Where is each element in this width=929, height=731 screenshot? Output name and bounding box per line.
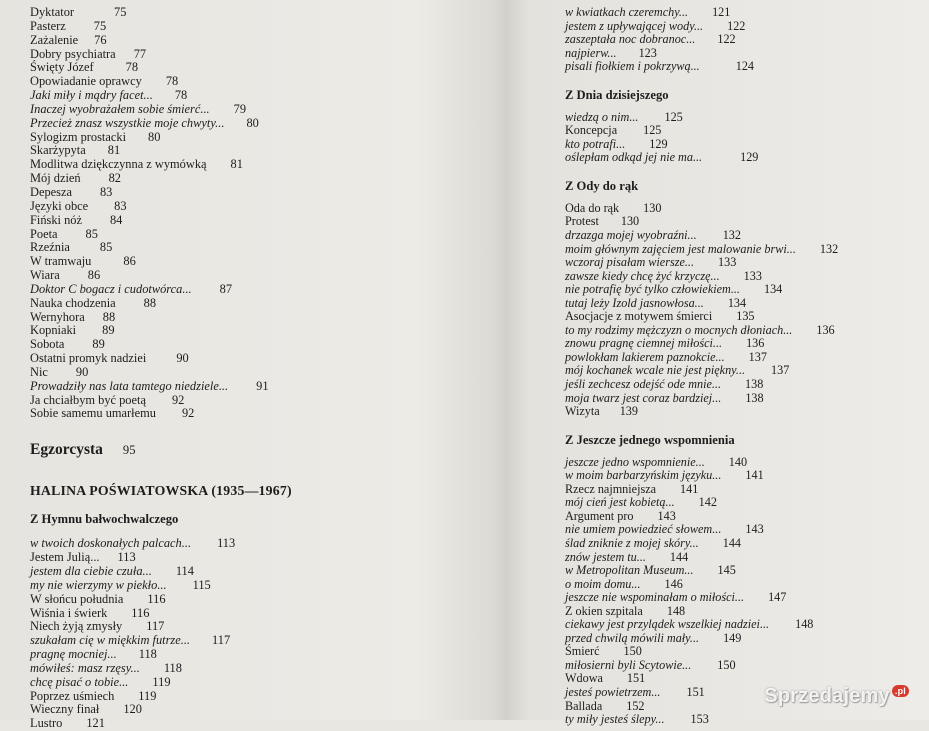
- toc-entry-page: 92: [181, 406, 195, 421]
- right-column: [565, 6, 915, 727]
- toc-entry-title: Nauka chodzenia: [30, 295, 116, 310]
- toc-entry-title: miłosierni byli Scytowie...: [565, 657, 692, 672]
- toc-entry: [30, 34, 480, 48]
- toc-entry-page: 117: [212, 633, 231, 648]
- toc-entry-title: Wiśnia i świerk: [30, 605, 108, 620]
- toc-entry: [30, 144, 480, 158]
- toc-entry-page: 116: [147, 591, 166, 606]
- toc-entry: [30, 172, 480, 186]
- toc-entry-page: 140: [728, 454, 748, 469]
- toc-entry-title: Śmierć: [565, 644, 600, 659]
- toc-entry: [30, 352, 480, 366]
- toc-entry-page: 117: [146, 619, 165, 634]
- toc-entry-title: szukałam cię w miękkim futrze...: [30, 633, 191, 648]
- toc-entry-page: 88: [102, 309, 116, 324]
- toc-entry-page: 76: [94, 32, 107, 47]
- toc-entry: [30, 537, 480, 551]
- toc-entry-title: Dobry psychiatra: [30, 46, 116, 61]
- toc-entry: [565, 713, 915, 727]
- toc-entry-title: Wieczny finał: [30, 702, 100, 717]
- toc-entry: [30, 214, 480, 228]
- toc-entry-title: Kopniaki: [30, 323, 77, 338]
- toc-entry-page: 114: [175, 564, 194, 578]
- toc-entry: [30, 283, 480, 297]
- toc-entry: [565, 645, 915, 659]
- toc-entry-title: Sobie samemu umarłemu: [30, 406, 156, 421]
- toc-entry: [30, 407, 480, 421]
- toc-entry-title: ty miły jesteś ślepy...: [565, 712, 665, 727]
- toc-entry-title: mówiłeś: masz rzęsy...: [30, 660, 140, 675]
- toc-entry-title: Koncepcja: [565, 123, 618, 138]
- toc-entry: [30, 131, 480, 145]
- toc-entry-page: 133: [743, 268, 762, 283]
- toc-entry-title: Mój dzień: [30, 171, 81, 186]
- toc-entry-title: Modlitwa dziękczynna z wymówką: [30, 157, 207, 172]
- toc-entry-title: kto potrafi...: [565, 136, 626, 151]
- egzorcysta-title: Egzorcysta: [30, 441, 103, 459]
- section-heading: Z Ody do rąk: [565, 178, 639, 193]
- toc-entry-title: Rzeźnia: [30, 240, 70, 255]
- toc-entry-page: 120: [123, 702, 142, 717]
- toc-entry-page: 134: [727, 295, 747, 310]
- toc-entry: [565, 215, 915, 229]
- toc-entry-page: 88: [143, 295, 157, 310]
- toc-entry-page: 121: [712, 5, 731, 19]
- toc-entry: [565, 618, 915, 632]
- toc-entry-page: 125: [664, 109, 683, 124]
- toc-entry: [565, 632, 915, 646]
- toc-entry: [30, 186, 480, 200]
- toc-entry: [30, 593, 480, 607]
- toc-entry: [565, 351, 915, 365]
- toc-entry-title: ślad zniknie z mojej skóry...: [565, 535, 699, 550]
- toc-entry-title: Ballada: [565, 698, 603, 713]
- toc-entry-title: Doktor C bogacz i cudotwórca...: [30, 281, 192, 296]
- toc-entry: [565, 151, 915, 165]
- toc-entry: [565, 138, 915, 152]
- toc-entry: [565, 591, 915, 605]
- toc-entry: [30, 676, 480, 690]
- toc-entry-title: Przecież znasz wszystkie moje chwyty...: [30, 115, 225, 130]
- toc-entry-page: 78: [165, 74, 179, 89]
- toc-entry-title: Prowadziły nas lata tamtego niedziele...: [30, 378, 229, 393]
- toc-entry-page: 136: [746, 336, 765, 351]
- toc-entry-page: 150: [623, 644, 642, 659]
- toc-entry: [565, 124, 915, 138]
- toc-entry: [30, 394, 480, 408]
- toc-entry-title: Ja chciałbym być poetą: [30, 392, 146, 407]
- toc-entry-page: 134: [763, 282, 783, 297]
- toc-entry-title: Fiński nóż: [30, 212, 82, 227]
- toc-entry-page: 122: [717, 32, 736, 47]
- toc-entry-title: Języki obce: [30, 198, 89, 213]
- toc-entry-title: Protest: [565, 214, 599, 229]
- toc-entry-page: 135: [736, 309, 755, 324]
- toc-entry-title: Oda do rąk: [565, 200, 620, 215]
- author-dates: (1935—1967): [211, 483, 292, 499]
- toc-entry-title: Pasterz: [30, 18, 66, 33]
- toc-entry-page: 136: [816, 322, 835, 337]
- toc-entry: [565, 605, 915, 619]
- toc-entry: [30, 61, 480, 75]
- toc-entry-title: Nic: [30, 364, 48, 379]
- toc-entry-title: W słońcu południa: [30, 591, 124, 606]
- toc-entry-page: 148: [666, 603, 686, 618]
- toc-entry-title: Rzecz najmniejsza: [565, 481, 657, 496]
- toc-entry-page: 118: [138, 647, 157, 662]
- toc-entry-title: W tramwaju: [30, 254, 92, 269]
- toc-entry-title: mój kochanek wcale nie jest piękny...: [565, 363, 746, 378]
- egzorcysta-heading: [30, 441, 480, 459]
- toc-entry: [30, 255, 480, 269]
- toc-entry: [565, 20, 915, 34]
- toc-entry: [565, 672, 915, 686]
- toc-entry-title: moja twarz jest coraz bardziej...: [565, 390, 722, 405]
- toc-entry-title: najpierw...: [565, 45, 617, 60]
- toc-entry: [565, 243, 915, 257]
- watermark-brand: Sprzedajemy: [764, 685, 890, 707]
- toc-entry-title: drzazga mojej wyobraźni...: [565, 228, 697, 243]
- toc-entry-title: jeszcze jedno wspomnienie...: [565, 454, 705, 469]
- toc-entry-page: 144: [669, 549, 689, 564]
- toc-entry-title: Jaki miły i mądry facet...: [30, 88, 153, 103]
- toc-entry: [565, 324, 915, 338]
- toc-entry-page: 138: [745, 377, 764, 392]
- toc-entry: [30, 117, 480, 131]
- toc-entry-title: chcę pisać o tobie...: [30, 674, 129, 689]
- toc-entry-page: 149: [723, 630, 742, 645]
- toc-entry-page: 152: [626, 698, 645, 713]
- toc-entry-title: oślepłam odkąd jej nie ma...: [565, 150, 703, 165]
- toc-entry-title: my nie wierzymy w piekło...: [30, 577, 167, 592]
- toc-entry-title: pragnę mocniej...: [30, 647, 117, 662]
- toc-entry: [30, 75, 480, 89]
- toc-entry-title: wczoraj pisałam wiersze...: [565, 255, 694, 270]
- toc-entry-page: 115: [192, 577, 211, 592]
- toc-entry-title: Skarżypyta: [30, 143, 86, 158]
- section-heading: Z Dnia dzisiejszego: [565, 87, 669, 102]
- toc-entry: [30, 6, 480, 20]
- section-entries: [565, 111, 915, 165]
- toc-entry: [565, 60, 915, 74]
- toc-entry: [565, 578, 915, 592]
- toc-entry-page: 133: [718, 255, 737, 270]
- toc-entry: [30, 338, 480, 352]
- toc-entry-title: znowu pragnę ciemnej miłości...: [565, 336, 723, 351]
- toc-entry-title: Poprzez uśmiech: [30, 688, 115, 703]
- toc-entry-page: 78: [174, 88, 188, 103]
- toc-entry-page: 121: [86, 716, 105, 731]
- toc-entry-page: 87: [219, 281, 233, 296]
- toc-entry-page: 116: [131, 605, 150, 620]
- toc-entry: [565, 659, 915, 673]
- toc-entry-page: 153: [690, 712, 709, 727]
- toc-entry-page: 132: [819, 241, 839, 256]
- toc-entry: [565, 537, 915, 551]
- left-entries-top: [30, 6, 480, 421]
- toc-entry: [565, 33, 915, 47]
- toc-entry: [30, 324, 480, 338]
- toc-entry-title: Inaczej wyobrażałem sobie śmierć...: [30, 101, 210, 116]
- toc-entry-title: Z okien szpitala: [565, 603, 643, 618]
- toc-entry: [30, 551, 480, 565]
- toc-entry: [565, 297, 915, 311]
- right-sections: [565, 88, 915, 727]
- toc-entry-page: 118: [163, 660, 182, 675]
- toc-entry-title: w twoich doskonałych palcach...: [30, 536, 192, 551]
- toc-entry-page: 86: [123, 254, 136, 269]
- toc-entry-title: moim głównym zajęciem jest malowanie brwi...: [565, 241, 796, 256]
- toc-entry: [565, 510, 915, 524]
- left-entries-bottom: [30, 537, 480, 731]
- toc-entry: [30, 380, 480, 394]
- toc-entry: [30, 103, 480, 117]
- toc-entry: [30, 565, 480, 579]
- toc-entry: [565, 283, 915, 297]
- toc-entry: [565, 496, 915, 510]
- toc-entry: [565, 310, 915, 324]
- toc-entry: [565, 229, 915, 243]
- toc-entry: [565, 256, 915, 270]
- toc-entry: [565, 378, 915, 392]
- toc-entry-title: Poeta: [30, 226, 58, 241]
- toc-entry-page: 79: [233, 101, 247, 116]
- toc-entry-title: wiedzą o nim...: [565, 109, 639, 124]
- toc-entry-page: 137: [771, 363, 790, 378]
- toc-entry-title: Niech żyją zmysły: [30, 619, 123, 634]
- toc-entry-title: pisali fiołkiem i pokrzywą...: [565, 59, 700, 74]
- toc-entry-title: Opowiadanie oprawcy: [30, 74, 142, 89]
- toc-entry-title: Wdowa: [565, 671, 603, 686]
- toc-entry-page: 82: [108, 171, 121, 186]
- toc-entry: [30, 158, 480, 172]
- toc-entry-page: 129: [649, 136, 668, 151]
- toc-entry-page: 85: [85, 226, 98, 241]
- toc-entry-page: 144: [722, 535, 741, 550]
- toc-entry-title: jestem dla ciebie czuła...: [30, 564, 152, 578]
- toc-entry-page: 146: [664, 576, 683, 591]
- toc-entry-page: 89: [102, 323, 115, 338]
- toc-entry: [30, 662, 480, 676]
- toc-entry: [30, 20, 480, 34]
- toc-entry: [565, 202, 915, 216]
- toc-entry-page: 139: [619, 404, 638, 419]
- toc-entry: [30, 690, 480, 704]
- toc-entry: [30, 297, 480, 311]
- toc-entry-page: 119: [152, 674, 171, 689]
- toc-entry-title: zawsze kiedy chcę żyć krzyczę...: [565, 268, 720, 283]
- toc-entry: [565, 456, 915, 470]
- toc-entry-page: 132: [722, 228, 741, 243]
- toc-entry-page: 91: [256, 378, 269, 393]
- toc-entry-page: 78: [125, 60, 139, 75]
- toc-entry-page: 125: [643, 123, 662, 138]
- toc-entry-title: Dyktator: [30, 5, 75, 19]
- toc-entry-page: 137: [748, 349, 767, 364]
- watermark-logo: [764, 685, 909, 708]
- toc-entry-title: w moim barbarzyńskim języku...: [565, 468, 722, 483]
- section-entries: [565, 202, 915, 419]
- toc-entry-title: powlokłam lakierem paznokcie...: [565, 349, 725, 364]
- toc-entry-page: 80: [246, 115, 259, 130]
- toc-entry-page: 142: [698, 495, 717, 510]
- section-heading: Z Jeszcze jednego wspomnienia: [565, 432, 735, 447]
- toc-entry: [30, 228, 480, 242]
- author-name: HALINA POŚWIATOWSKA: [30, 483, 208, 499]
- toc-entry-title: tutaj leży Izold jasnowłosa...: [565, 295, 704, 310]
- toc-entry-title: o moim domu...: [565, 576, 641, 591]
- toc-entry-title: Wizyta: [565, 404, 600, 419]
- toc-entry-page: 130: [643, 200, 662, 215]
- toc-entry: [30, 200, 480, 214]
- toc-entry-page: 150: [717, 657, 736, 672]
- toc-entry-page: 113: [217, 536, 236, 551]
- toc-entry-page: 77: [133, 46, 147, 61]
- toc-entry-page: 141: [680, 481, 699, 496]
- toc-entry-page: 89: [92, 337, 105, 352]
- toc-entry-title: jeśli zechcesz odejść ode mnie...: [565, 377, 722, 392]
- toc-entry-page: 75: [93, 18, 107, 33]
- toc-entry-title: w kwiatkach czeremchy...: [565, 5, 689, 19]
- toc-entry: [565, 405, 915, 419]
- toc-entry-title: Święty Józef: [30, 60, 94, 75]
- toc-entry-page: 80: [148, 129, 161, 144]
- toc-entry-title: Zażalenie: [30, 32, 79, 47]
- toc-entry-page: 138: [745, 390, 764, 405]
- toc-entry: [565, 47, 915, 61]
- toc-entry-title: zaszeptała noc dobranoc...: [565, 32, 696, 47]
- toc-entry-title: jestem z upływającej wody...: [565, 18, 704, 33]
- toc-entry-title: Wiara: [30, 268, 60, 283]
- toc-entry-page: 119: [138, 688, 157, 703]
- toc-entry: [30, 634, 480, 648]
- toc-entry-page: 84: [109, 212, 123, 227]
- toc-entry-page: 129: [740, 150, 759, 165]
- toc-entry-page: 83: [99, 184, 113, 199]
- toc-entry: [565, 469, 915, 483]
- toc-entry: [30, 648, 480, 662]
- toc-entry-page: 122: [727, 18, 746, 33]
- toc-entry-page: 81: [230, 157, 243, 172]
- toc-entry-page: 90: [176, 351, 189, 366]
- toc-entry: [30, 620, 480, 634]
- toc-entry: [30, 241, 480, 255]
- toc-entry-page: 90: [75, 364, 89, 379]
- toc-entry: [565, 564, 915, 578]
- toc-entry-title: Wernyhora: [30, 309, 85, 324]
- toc-entry-page: 141: [745, 468, 764, 483]
- toc-entry: [565, 364, 915, 378]
- toc-entry-page: 124: [735, 59, 755, 74]
- toc-entry: [565, 337, 915, 351]
- toc-entry: [30, 366, 480, 380]
- toc-entry: [565, 111, 915, 125]
- toc-entry-page: 85: [99, 240, 113, 255]
- toc-entry: [30, 89, 480, 103]
- toc-entry-title: znów jestem tu...: [565, 549, 646, 564]
- toc-entry-page: 123: [638, 45, 657, 60]
- toc-entry-page: 75: [114, 5, 127, 19]
- toc-entry: [30, 269, 480, 283]
- toc-entry: [30, 579, 480, 593]
- toc-entry: [565, 551, 915, 565]
- toc-entry: [565, 523, 915, 537]
- toc-entry-page: 151: [626, 671, 646, 686]
- toc-entry-title: Depesza: [30, 184, 72, 199]
- toc-entry-title: Ostatni promyk nadziei: [30, 351, 147, 366]
- toc-entry-page: 92: [171, 392, 185, 407]
- toc-entry-page: 86: [87, 268, 101, 283]
- toc-entry: [30, 703, 480, 717]
- section-heading-hymn: Z Hymnu bałwochwalczego: [30, 512, 179, 527]
- toc-entry-title: mój cień jest kobietą...: [565, 495, 675, 510]
- toc-entry-page: 147: [768, 590, 787, 605]
- toc-entry: [565, 392, 915, 406]
- toc-entry-title: jesteś powietrzem...: [565, 684, 661, 699]
- toc-entry-title: Jestem Julią...: [30, 550, 100, 565]
- toc-entry-title: to my rodzimy mężczyzn o mocnych dłoniach...: [565, 322, 793, 337]
- toc-entry-title: Argument pro: [565, 508, 634, 523]
- toc-entry-title: nie umiem powiedzieć słowem...: [565, 522, 722, 537]
- toc-entry: [565, 483, 915, 497]
- toc-entry-page: 151: [686, 684, 705, 699]
- toc-entry: [565, 270, 915, 284]
- toc-entry-page: 81: [107, 143, 121, 158]
- right-page: [506, 0, 929, 727]
- toc-entry-page: 145: [717, 563, 736, 578]
- toc-entry: [30, 311, 480, 325]
- right-entries-top: [565, 6, 915, 74]
- toc-entry-title: ciekawy jest przylądek wszelkiej nadziei...: [565, 617, 770, 632]
- toc-entry-title: jeszcze nie wspominałam o miłości...: [565, 590, 745, 605]
- left-column: [30, 6, 480, 731]
- toc-entry-page: 83: [114, 198, 127, 213]
- egzorcysta-page: 95: [122, 443, 136, 458]
- toc-entry-page: 143: [745, 522, 764, 537]
- toc-entry-title: w Metropolitan Museum...: [565, 563, 694, 578]
- toc-entry: [30, 717, 480, 731]
- toc-entry-title: Sylogizm prostacki: [30, 129, 127, 144]
- toc-entry-page: 130: [620, 214, 640, 229]
- toc-entry-title: Sobota: [30, 337, 65, 352]
- toc-entry-title: Asocjacje z motywem śmierci: [565, 309, 713, 324]
- toc-entry-page: 148: [795, 617, 814, 632]
- watermark-tld: .pl: [892, 685, 909, 697]
- toc-entry-title: Lustro: [30, 716, 63, 731]
- author-heading: [30, 483, 480, 499]
- toc-entry-title: nie potrafię być tylko człowiekiem...: [565, 282, 740, 297]
- toc-entry: [565, 6, 915, 20]
- toc-entry-page: 113: [117, 550, 136, 565]
- toc-entry-title: przed chwilą mówili mały...: [565, 630, 700, 645]
- toc-entry: [30, 48, 480, 62]
- toc-entry: [30, 607, 480, 621]
- toc-entry-page: 143: [657, 508, 676, 523]
